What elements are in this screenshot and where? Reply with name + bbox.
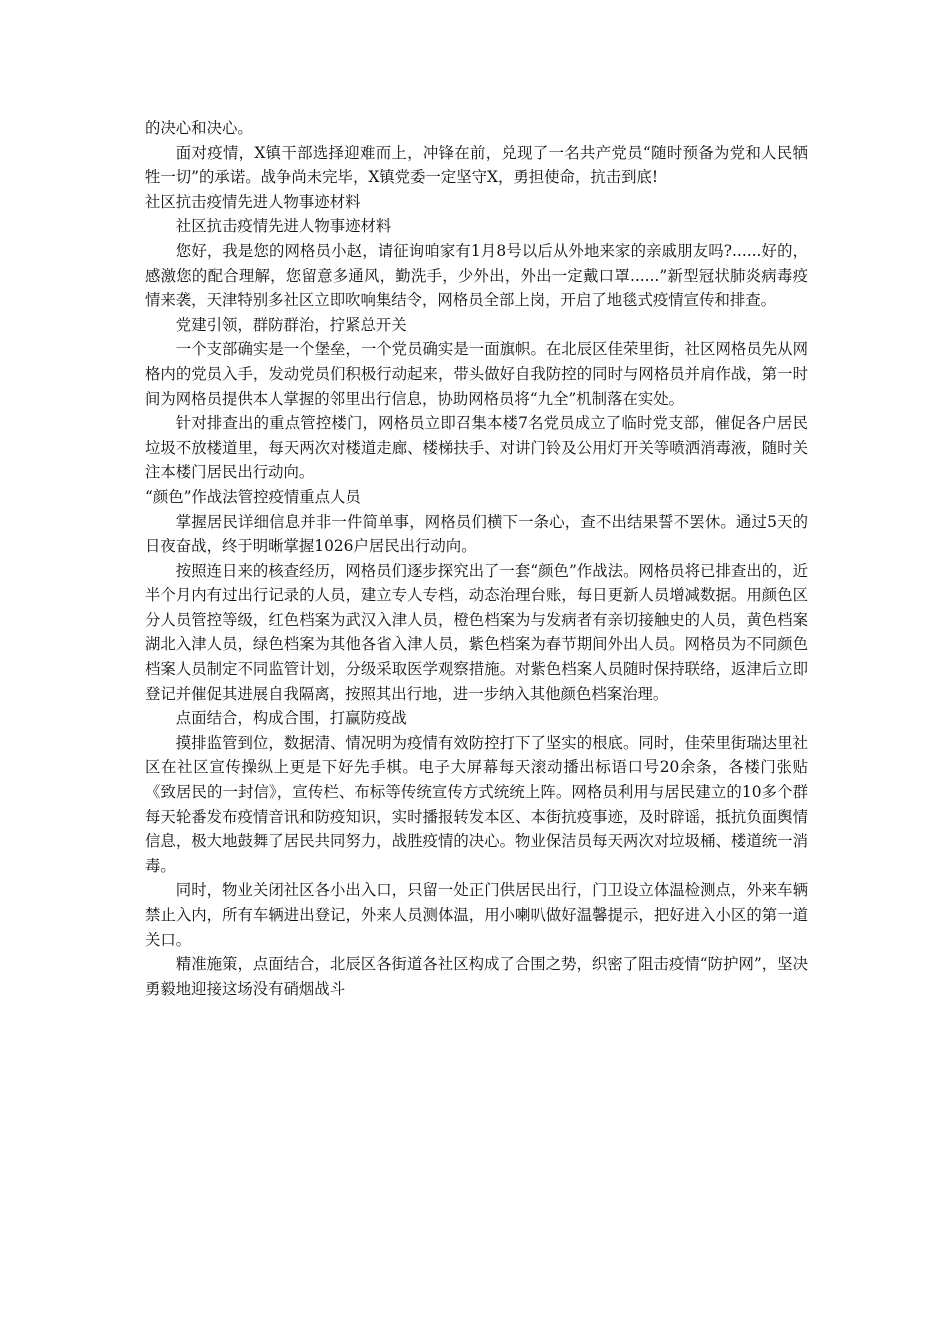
document-title: 社区抗击疫情先进人物事迹材料 [175, 217, 392, 236]
paragraph: 按照连日来的核查经历，网格员们逐步探究出了一套“颜色”作战法。网格员将已排查出的，近半个月内有过出行记录的人员，建立专人专档，动态治理台账，每日更新人员增减数据。用颜色区分人员管控等级，红色档案为武汉入津人员，橙色档案为与发病者有亲切接触史的人员，黄色档案湖北入津人员，绿色档案为其他各省入津人员，紫色档案为春节期间外出人员。网格员为不同颜色档案人员制定不同监管计划，分级采取医学观察措施。对紫色档案人员随时保持联络，返津后立即登记并催促其进展自我隔离，按照其出行地，进一步纳入其他颜色档案治理。 [145, 561, 808, 703]
paragraph: 摸排监管到位，数据清、情况明为疫情有效防控打下了坚实的根底。同时，佳荣里街瑞达里社区在社区宣传操纵上更是下好先手棋。电子大屏幕每天滚动播出标语口号20余条，各楼门张贴《致居民的一封信》，宣传栏、布标等传统宣传方式统统上阵。网格员利用与居民建立的10多个群每天轮番发布疫情音讯和防疫知识，实时播报转发本区、本街抗疫事迹，及时辟谣，抵抗负面舆情信息，极大地鼓舞了居民共同努力，战胜疫情的决心。物业保洁员每天两次对垃圾桶、楼道统一消毒。 [145, 733, 808, 875]
section-title: 社区抗击疫情先进人物事迹材料 [145, 192, 361, 211]
document-page [145, 116, 808, 1001]
paragraph: 针对排查出的重点管控楼门，网格员立即召集本楼7名党员成立了临时党支部，催促各户居民垃圾不放楼道里，每天两次对楼道走廊、楼梯扶手、对讲门铃及公用灯开关等喷洒消毒液，随时关注本楼门居民出行动向。 [145, 414, 808, 482]
subheading: 点面结合，构成合围，打赢防疫战 [175, 709, 407, 728]
paragraph: 同时，物业关闭社区各小出入口，只留一处正门供居民出行，门卫设立体温检测点，外来车辆禁止入内，所有车辆进出登记，外来人员测体温，用小喇叭做好温馨提示，把好进入小区的第一道关口。 [145, 881, 808, 949]
paragraph: 掌握居民详细信息并非一件简单事，网格员们横下一条心，查不出结果誓不罢休。通过5天的日夜奋战，终于明晰掌握1026户居民出行动向。 [145, 512, 808, 556]
paragraph: 面对疫情，X镇干部选择迎难而上，冲锋在前，兑现了一名共产党员“随时预备为党和人民牺牲一切”的承诺。战争尚未完毕，X镇党委一定坚守X，勇担使命，抗击到底! [145, 143, 808, 187]
paragraph: 的决心和决心。 [145, 119, 253, 137]
paragraph: 精准施策，点面结合，北辰区各街道各社区构成了合围之势，织密了阻击疫情“防护网”，坚决勇毅地迎接这场没有硝烟战斗 [145, 955, 808, 998]
subheading: “颜色”作战法管控疫情重点人员 [145, 487, 361, 506]
subheading: 党建引领，群防群治，拧紧总开关 [175, 315, 407, 334]
paragraph: 一个支部确实是一个堡垒，一个党员确实是一面旗帜。在北辰区佳荣里街，社区网格员先从网格内的党员入手，发动党员们积极行动起来，带头做好自我防控的同时与网格员并肩作战，第一时间为网格员提供本人掌握的邻里出行信息，协助网格员将“九全”机制落在实处。 [145, 340, 808, 408]
paragraph: 您好，我是您的网格员小赵，请征询咱家有1月8号以后从外地来家的亲戚朋友吗?......好的，感激您的配合理解，您留意多通风，勤洗手，少外出，外出一定戴口罩......”新型冠状肺炎病毒疫情来袭，天津特别多社区立即吹响集结令，网格员全部上岗，开启了地毯式疫情宣传和排查。 [145, 241, 808, 310]
